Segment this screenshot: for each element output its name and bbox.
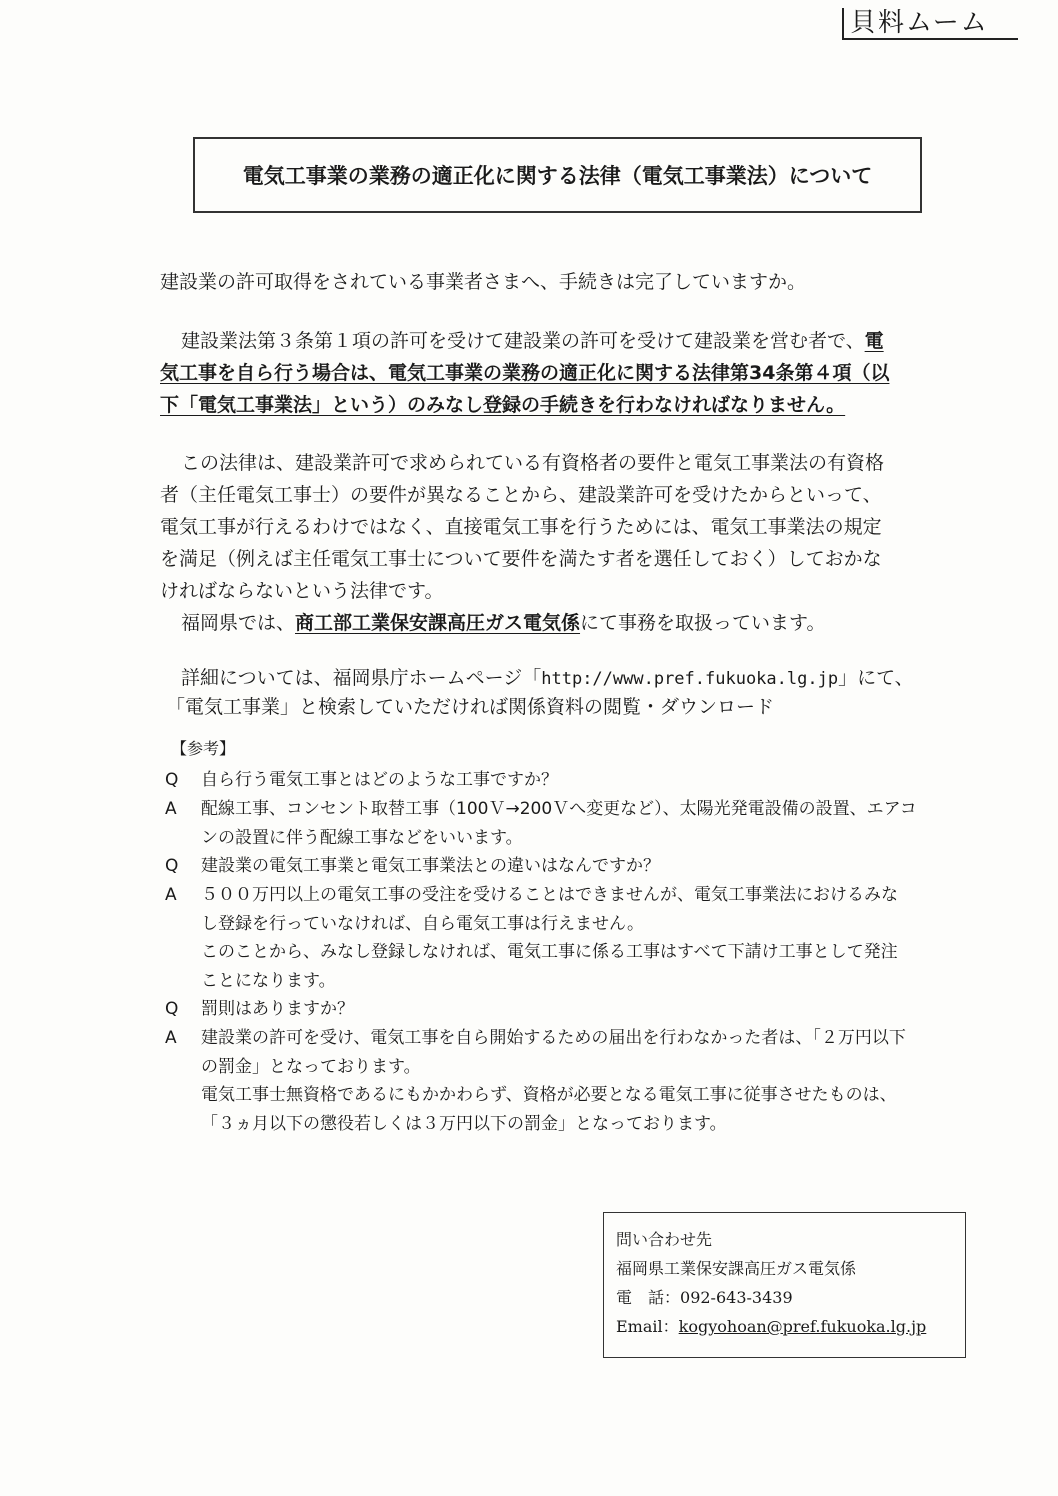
para1-line2: 気工事を自ら行う場合は、電気工事業の業務の適正化に関する法律第34条第４項（以 xyxy=(160,362,890,384)
qa-line: 電気工事士無資格であるにもかかわらず、資格が必要となる電気工事に従事させたものは、 xyxy=(201,1085,897,1105)
para2-line6 xyxy=(181,607,826,639)
para2-line2: 者（主任電気工事士）の要件が異なることから、建設業許可を受けたからといって、 xyxy=(160,484,882,506)
contact-box xyxy=(603,1212,966,1358)
question-mark: Q xyxy=(165,856,179,876)
email-address[interactable]: kogyohoan@pref.fukuoka.lg.jp xyxy=(678,1317,927,1336)
question-mark: Q xyxy=(165,770,179,790)
phone-label: 電 話： xyxy=(616,1288,681,1307)
para1-line1-bold: 電 xyxy=(864,330,884,352)
qa-line: ことになります。 xyxy=(201,970,336,991)
para3-line1-post: 」にて、 xyxy=(838,667,914,689)
answer-mark: A xyxy=(165,1028,177,1048)
contact-heading: 問い合わせ先 xyxy=(616,1230,713,1249)
answer-mark: A xyxy=(165,885,177,905)
qa-line: このことから、みなし登録しなければ、電気工事に係る工事はすべて下請け工事として発注 xyxy=(201,942,898,962)
para2-line6-post: にて事務を取扱っています。 xyxy=(580,612,826,634)
intro-text: 建設業の許可取得をされている事業者さまへ、手続きは完了していますか。 xyxy=(160,271,807,293)
para1-line1-plain: 建設業法第３条第１項の許可を受けて建設業の許可を受けて建設業を営む者で、 xyxy=(181,330,865,352)
qa-line: の罰金」となっております。 xyxy=(201,1056,421,1077)
answer-mark: A xyxy=(165,799,177,819)
qa-line: 「３ヵ月以下の懲役若しくは３万円以下の罰金」となっております。 xyxy=(201,1113,727,1134)
document-stamp: 貝料ムーム xyxy=(842,8,1018,40)
para3-line1-pre: 詳細については、福岡県庁ホームページ「 xyxy=(181,667,542,689)
qa-line: し登録を行っていなければ、自ら電気工事は行えません。 xyxy=(201,913,645,934)
homepage-url[interactable]: http://www.pref.fukuoka.lg.jp xyxy=(541,669,839,689)
para1-line1 xyxy=(181,325,884,357)
para2-line6-pre: 福岡県では、 xyxy=(181,612,296,634)
para1-line3: 下「電気工事業法」という）のみなし登録の手続きを行わなければなりません。 xyxy=(160,394,846,416)
qa-line: 自ら行う電気工事とはどのような工事ですか？ xyxy=(201,770,558,790)
question-mark: Q xyxy=(165,999,179,1019)
para2-line3: 電気工事が行えるわけではなく、直接電気工事を行うためには、電気工事業法の規定 xyxy=(160,516,882,538)
qa-line: 建設業の電気工事業と電気工事業法との違いはなんですか？ xyxy=(201,856,660,876)
phone-number[interactable]: 092-643-3439 xyxy=(680,1288,793,1307)
qa-line: ５００万円以上の電気工事の受注を受けることはできませんが、電気工事業法におけるみな xyxy=(201,885,898,905)
qa-line: 配線工事、コンセント取替工事（100Ｖ→200Ｖへ変更など）、太陽光発電設備の設置、エアコ xyxy=(201,799,917,819)
contact-phone xyxy=(616,1283,965,1312)
para2-line1: この法律は、建設業許可で求められている有資格者の要件と電気工事業法の有資格 xyxy=(181,452,885,474)
qa-line: ンの設置に伴う配線工事などをいいます。 xyxy=(201,827,523,848)
email-label: Email： xyxy=(616,1317,679,1336)
qa-line: 建設業の許可を受け、電気工事を自ら開始するための届出を行わなかった者は、「２万円以下 xyxy=(201,1028,906,1048)
contact-dept: 福岡県工業保安課高圧ガス電気係 xyxy=(616,1259,857,1278)
reference-label: 【参考】 xyxy=(171,739,236,758)
document-title xyxy=(193,137,922,213)
para2-line5: ければならないという法律です。 xyxy=(160,580,444,602)
office-name: 商工部工業保安課高圧ガス電気係 xyxy=(295,612,581,634)
para2-line4: を満足（例えば主任電気工事士について要件を満たす者を選任しておく）しておかな xyxy=(160,548,882,570)
qa-line: 罰則はありますか？ xyxy=(201,999,354,1019)
title-text: 電気工事業の業務の適正化に関する法律（電気工事業法）について xyxy=(242,164,873,188)
para3-line2: 「電気工事業」と検索していただければ関係資料の閲覧・ダウンロード xyxy=(166,696,775,718)
contact-email xyxy=(616,1312,965,1341)
